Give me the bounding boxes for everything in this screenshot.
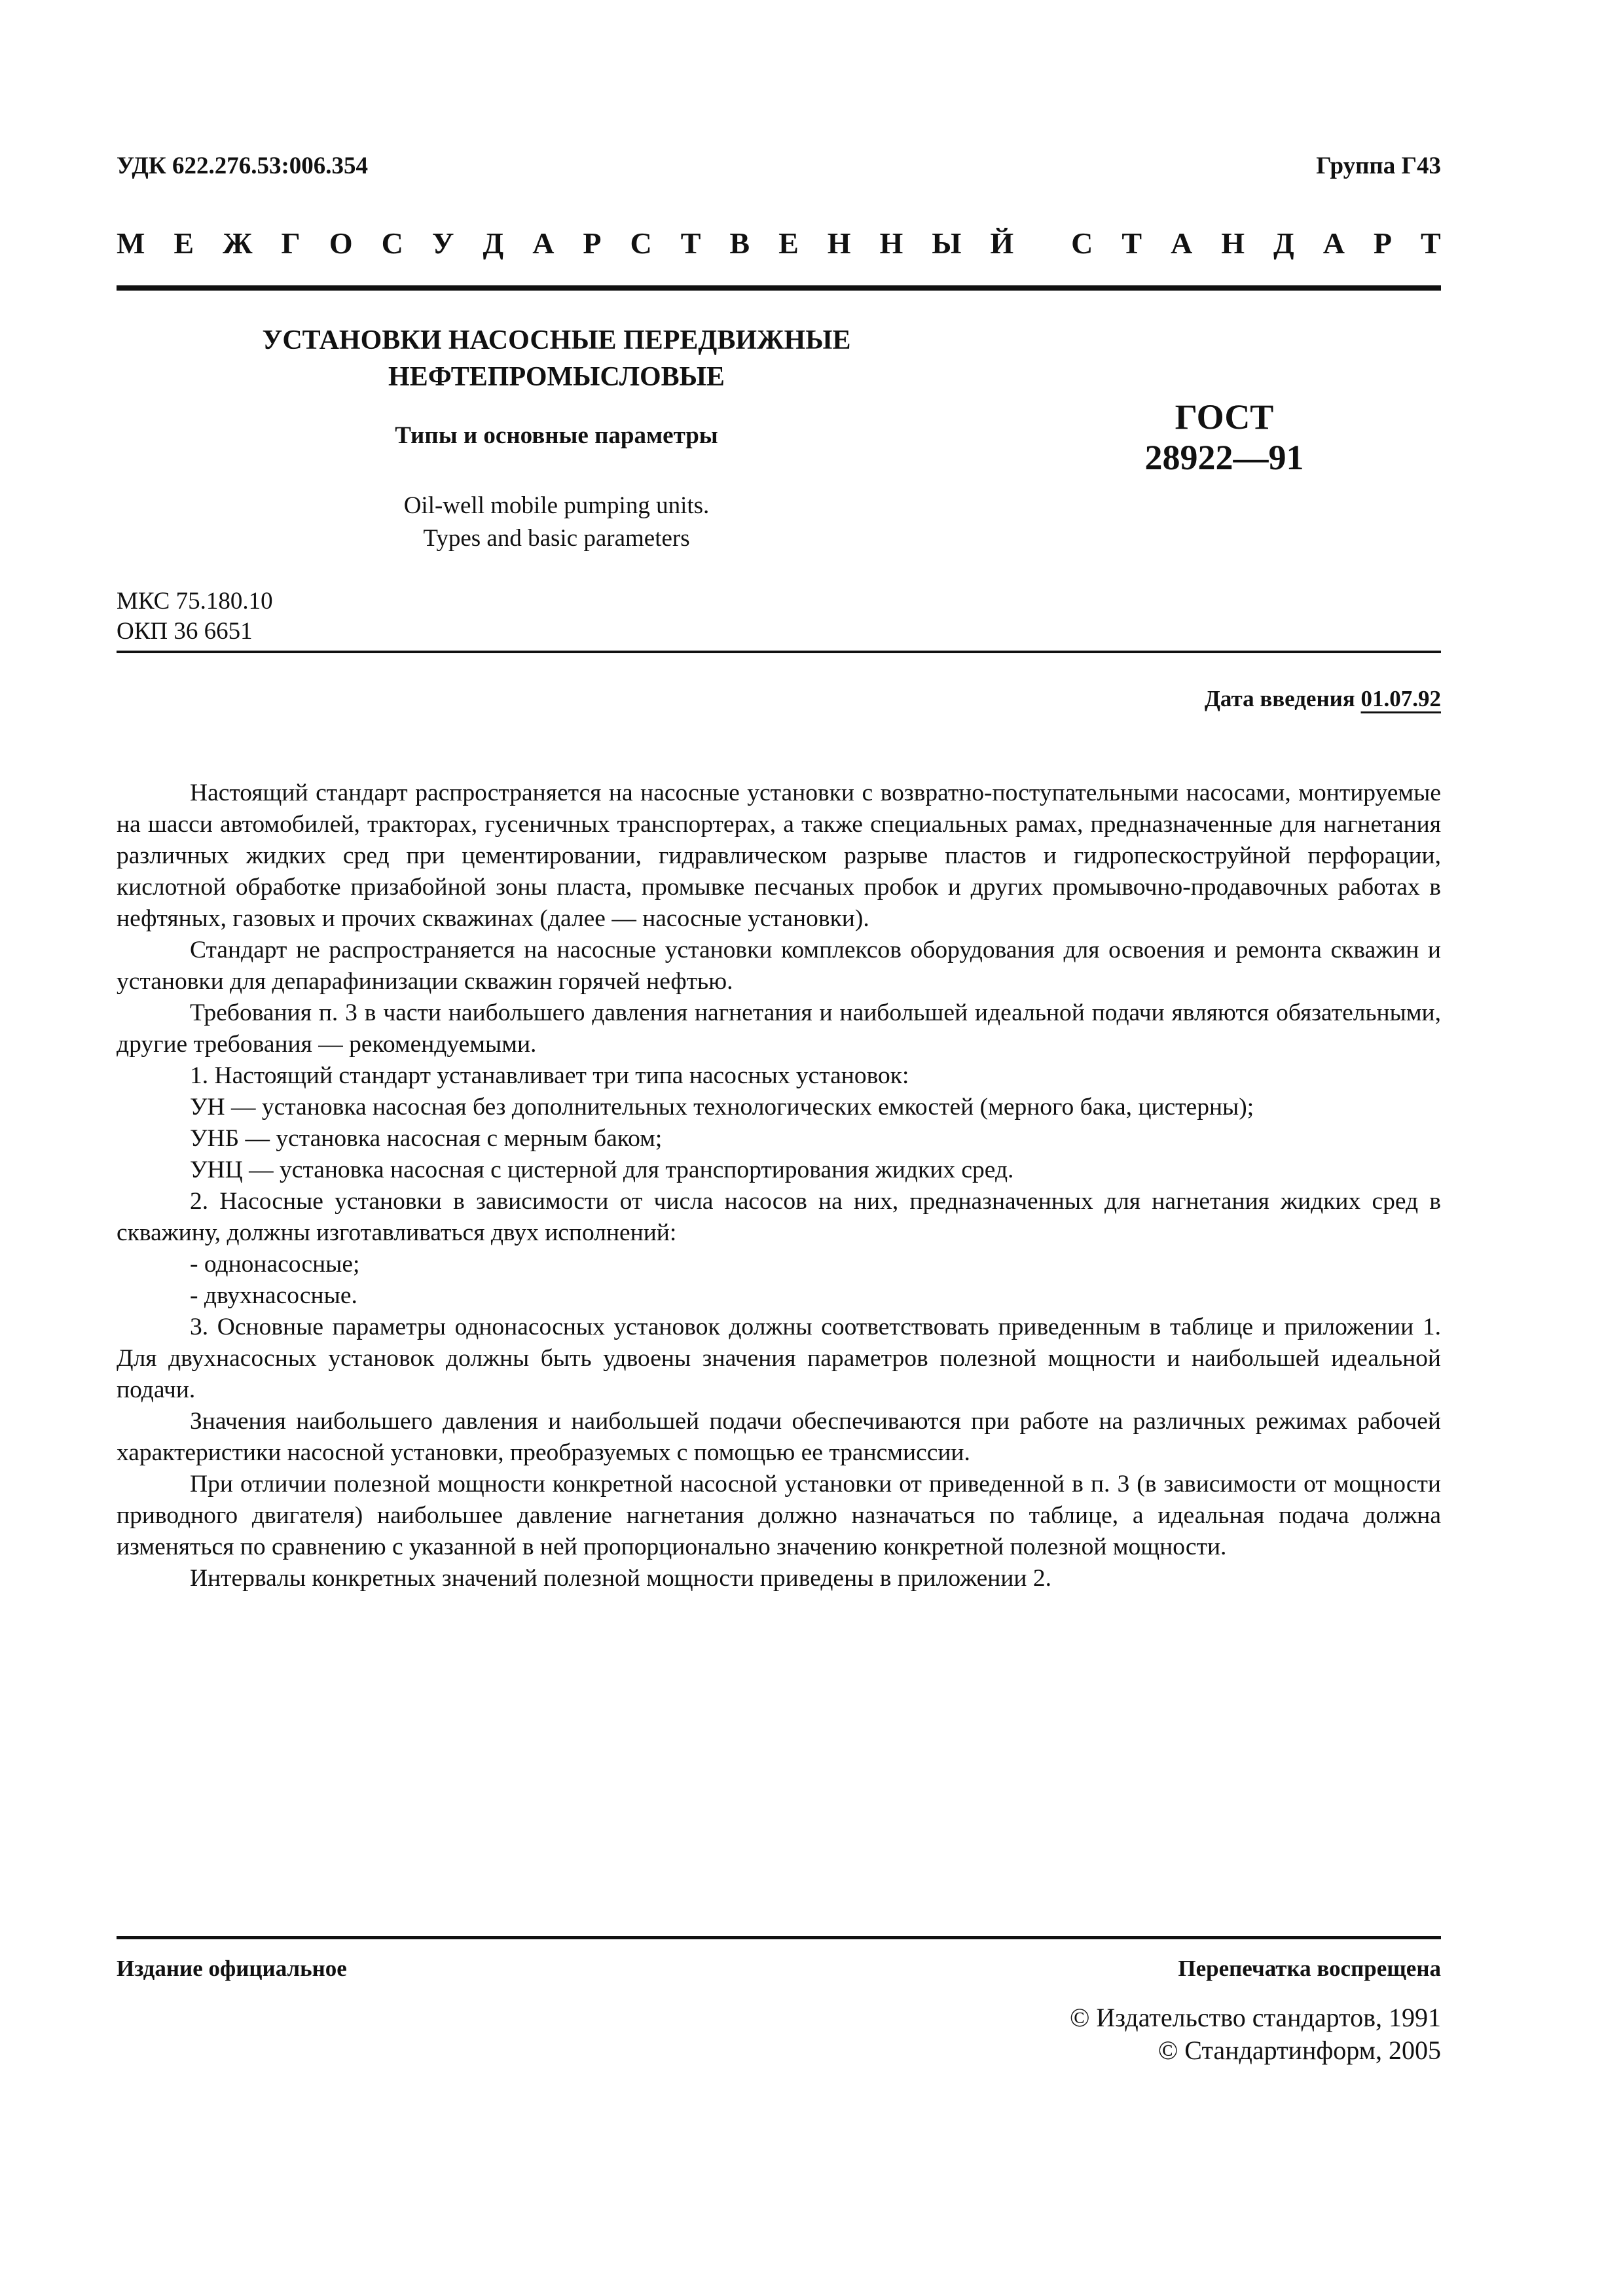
document-subtitle: Типы и основные параметры bbox=[395, 422, 718, 449]
footer-divider bbox=[117, 1936, 1441, 1939]
heading-letter: Й bbox=[990, 226, 1014, 260]
body-paragraph: УН — установка насосная без дополнительных технологических емкостей (мерного бака, цистерны); bbox=[190, 1094, 1254, 1121]
okp-code: ОКП 36 6651 bbox=[117, 618, 253, 645]
heading-letter: Т bbox=[1122, 226, 1142, 260]
copyright-line: © Издательство стандартов, 1991 bbox=[1069, 2003, 1441, 2032]
body-paragraph: Требования п. 3 в части наибольшего давления нагнетания и наибольшей идеальной подачи являются обязательными, другие требования — рекомендуемыми. bbox=[117, 999, 1441, 1058]
document-body bbox=[117, 778, 1441, 1594]
introduction-date bbox=[1205, 686, 1441, 712]
heading-letter: Р bbox=[583, 226, 602, 260]
body-paragraph: Значения наибольшего давления и наибольшей подачи обеспечиваются при работе на различных режимах рабочей характеристики насосной установки, преобразуемых с помощью ее трансмиссии. bbox=[117, 1408, 1441, 1466]
classification-divider bbox=[117, 651, 1441, 653]
heading-letter: Н bbox=[827, 226, 851, 260]
body-paragraph: При отличии полезной мощности конкретной насосной установки от приведенной в п. 3 (в зависимости от мощности приводного двигателя) наибольшее давление нагнетания должно назначаться по таблице, а идеальная подача должна изменяться по сравнению с указанной в ней пропорционально значению конкретной полезной мощности. bbox=[117, 1471, 1441, 1560]
date-value: 01.07.92 bbox=[1360, 686, 1441, 711]
heading-letter: А bbox=[532, 226, 555, 260]
heading-letter: Т bbox=[680, 226, 701, 260]
gost-label: ГОСТ bbox=[1175, 397, 1274, 437]
reprint-prohibited-label: Перепечатка воспрещена bbox=[1178, 1956, 1441, 1981]
heading-letter: С bbox=[1071, 226, 1093, 260]
classification-codes bbox=[117, 586, 273, 647]
document-title bbox=[164, 322, 949, 395]
english-title bbox=[164, 490, 949, 555]
body-paragraph: Настоящий стандарт распространяется на насосные установки с возвратно-поступательными насосами, монтируемые на шасси автомобилей, тракторах, гусеничных транспортерах, а также специальных рамах, предназначенные для нагнетания различных жидких сред при цементировании, гидравлическом разрыве пластов и гидропескоструйной перфорации, кислотной обработке призабойной зоны пласта, промывке песчаных пробок и других промывочно-продавочных работах в нефтяных, газовых и прочих скважинах (далее — насосные установки). bbox=[117, 780, 1441, 932]
group-code: Группа Г43 bbox=[1316, 152, 1441, 179]
heading-letter: Н bbox=[1221, 226, 1245, 260]
heading-letter: М bbox=[117, 226, 145, 260]
heading-letter: Е bbox=[173, 226, 194, 260]
heading-letter: У bbox=[431, 226, 454, 260]
english-title-line: Types and basic parameters bbox=[423, 525, 690, 552]
body-paragraph: - двухнасосные. bbox=[190, 1282, 357, 1309]
english-title-line: Oil-well mobile pumping units. bbox=[403, 492, 710, 519]
heading-letter: Д bbox=[483, 226, 504, 260]
heading-letter: Н bbox=[879, 226, 903, 260]
heading-letter: Д bbox=[1273, 226, 1294, 260]
heading-letter: С bbox=[630, 226, 652, 260]
copyright-line: © Стандартинформ, 2005 bbox=[1158, 2036, 1441, 2065]
body-paragraph: 3. Основные параметры однонасосных установок должны соответствовать приведенным в таблице и приложении 1. Для двухнасосных установок должны быть удвоены значения параметров полезной мощности и наибольшей идеальной подачи. bbox=[117, 1314, 1441, 1403]
interstate-standard-heading bbox=[117, 226, 1441, 265]
official-edition-label: Издание официальное bbox=[117, 1956, 347, 1981]
gost-code: 28922—91 bbox=[1144, 438, 1304, 477]
date-label: Дата введения bbox=[1204, 686, 1355, 711]
title-line: УСТАНОВКИ НАСОСНЫЕ ПЕРЕДВИЖНЫЕ bbox=[262, 325, 851, 355]
body-paragraph: УНБ — установка насосная с мерным баком; bbox=[190, 1125, 663, 1152]
heading-letter: Г bbox=[281, 226, 301, 260]
heading-letter: А bbox=[1322, 226, 1345, 260]
udk-code: УДК 622.276.53:006.354 bbox=[117, 152, 369, 179]
heading-letter: Р bbox=[1373, 226, 1393, 260]
body-paragraph: УНЦ — установка насосная с цистерной для транспортирования жидких сред. bbox=[190, 1157, 1014, 1183]
heading-letter: О bbox=[329, 226, 353, 260]
mks-code: МКС 75.180.10 bbox=[117, 588, 273, 615]
heading-letter: В bbox=[729, 226, 750, 260]
body-paragraph: 2. Насосные установки в зависимости от числа насосов на них, предназначенных для нагнетания жидких сред в скважину, должны изготавливаться двух исполнений: bbox=[117, 1188, 1441, 1246]
heading-letter: Т bbox=[1421, 226, 1441, 260]
heading-letter: Ы bbox=[932, 226, 962, 260]
heading-letter: Ж bbox=[223, 226, 253, 260]
header-divider bbox=[117, 285, 1441, 291]
title-line: НЕФТЕПРОМЫСЛОВЫЕ bbox=[388, 362, 725, 392]
copyright-block bbox=[1070, 2001, 1441, 2067]
body-paragraph: Стандарт не распространяется на насосные установки комплексов оборудования для освоения и ремонта скважин и установки для депарафинизации скважин горячей нефтью. bbox=[117, 937, 1441, 995]
body-paragraph: 1. Настоящий стандарт устанавливает три типа насосных установок: bbox=[190, 1062, 909, 1089]
body-paragraph: - однонасосные; bbox=[190, 1251, 360, 1278]
heading-letter: С bbox=[381, 226, 403, 260]
heading-letter: А bbox=[1171, 226, 1193, 260]
body-paragraph: Интервалы конкретных значений полезной мощности приведены в приложении 2. bbox=[190, 1565, 1051, 1592]
gost-number bbox=[1084, 397, 1365, 478]
heading-letter: Е bbox=[778, 226, 799, 260]
